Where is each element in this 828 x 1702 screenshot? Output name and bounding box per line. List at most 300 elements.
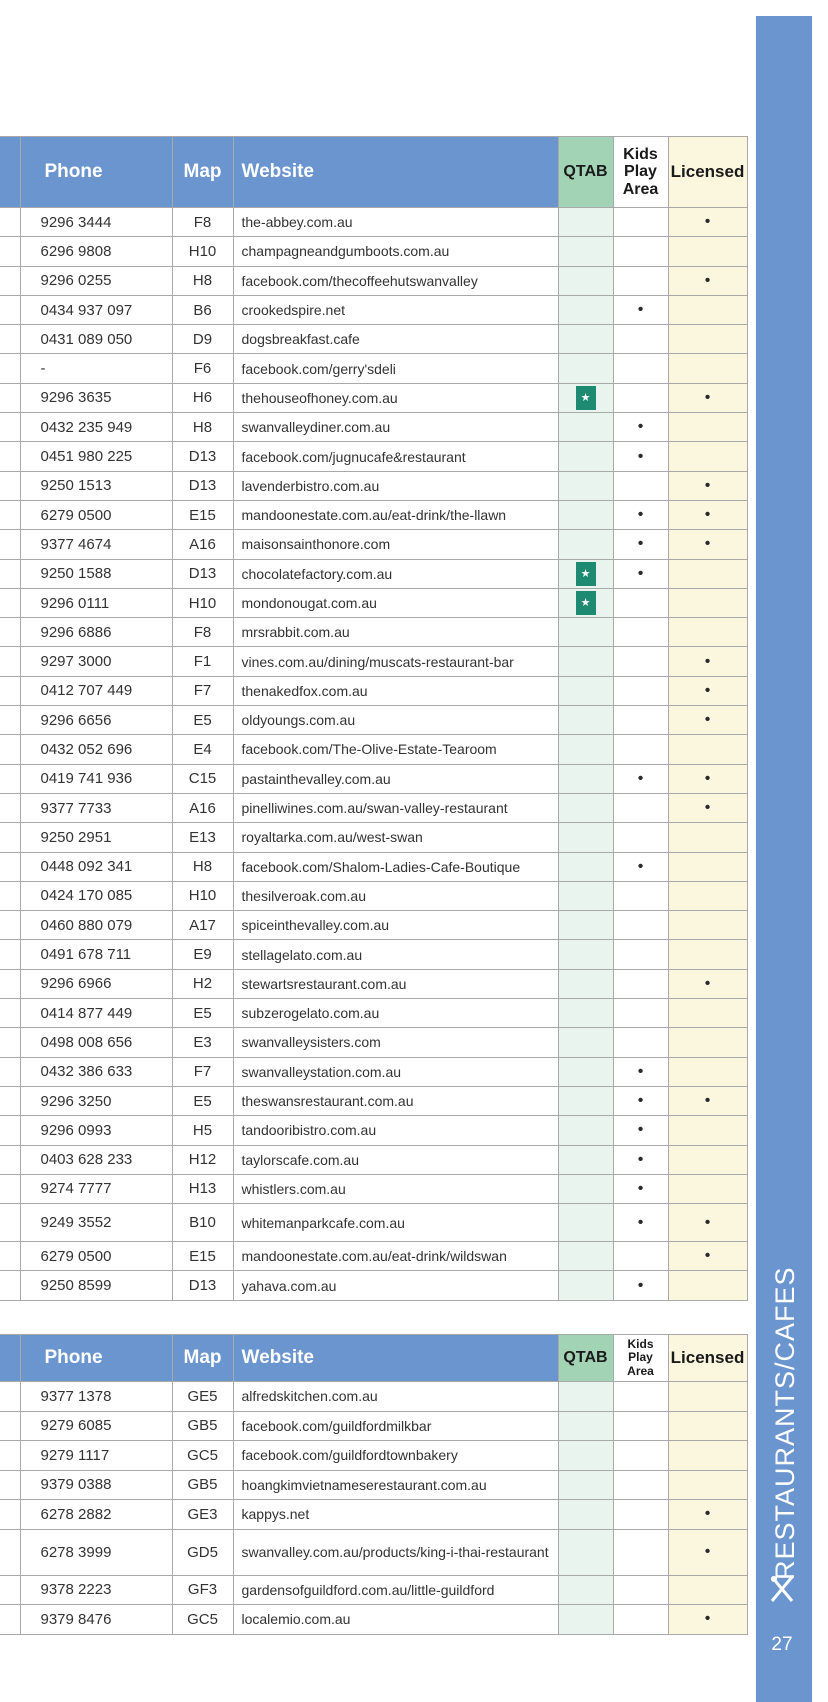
licensed-cell: • (668, 530, 747, 559)
phone-cell: 9296 6886 (20, 618, 172, 647)
phone-cell: 0460 880 079 (20, 911, 172, 940)
licensed-cell (668, 881, 747, 910)
qtab-cell (558, 647, 613, 676)
website-cell[interactable]: facebook.com/guildfordmilkbar (233, 1411, 558, 1441)
phone-cell: 0432 386 633 (20, 1057, 172, 1086)
table-row (0, 1116, 747, 1145)
kids-header-line: Kids Play (627, 1337, 654, 1365)
map-cell: F6 (172, 354, 233, 383)
qtab-cell (558, 1086, 613, 1115)
phone-cell: 9296 3635 (20, 383, 172, 412)
qtab-cell (558, 237, 613, 266)
qtab-cell (558, 1605, 613, 1635)
map-cell: GE5 (172, 1382, 233, 1412)
licensed-cell (668, 1271, 747, 1300)
qtab-cell (558, 1441, 613, 1471)
kids-play-area-cell (613, 237, 668, 266)
licensed-cell (668, 442, 747, 471)
qtab-cell (558, 940, 613, 969)
map-cell: GB5 (172, 1411, 233, 1441)
map-cell: F7 (172, 676, 233, 705)
phone-cell: 0432 052 696 (20, 735, 172, 764)
map-header: Map (172, 1335, 233, 1382)
map-cell: H6 (172, 383, 233, 412)
table-row (0, 1605, 747, 1635)
map-cell: E15 (172, 1242, 233, 1271)
website-cell[interactable]: champagneandgumboots.com.au (233, 237, 558, 266)
phone-cell: 6279 0500 (20, 500, 172, 529)
licensed-cell: • (668, 793, 747, 822)
kids-play-area-cell (613, 793, 668, 822)
licensed-cell (668, 999, 747, 1028)
kids-header-line: Area (622, 180, 659, 198)
table-row (0, 823, 747, 852)
licensed-cell: • (668, 383, 747, 412)
name-cell (0, 735, 20, 764)
qtab-cell (558, 1057, 613, 1086)
name-cell (0, 559, 20, 588)
licensed-cell: • (668, 1204, 747, 1242)
licensed-cell: • (668, 1529, 747, 1575)
licensed-cell (668, 354, 747, 383)
qtab-cell (558, 823, 613, 852)
table-row (0, 647, 747, 676)
name-cell (0, 1057, 20, 1086)
map-cell: H12 (172, 1145, 233, 1174)
licensed-cell (668, 1145, 747, 1174)
kids-play-area-cell (613, 823, 668, 852)
qtab-cell (558, 793, 613, 822)
kids-play-area-cell: • (613, 764, 668, 793)
website-cell[interactable]: chocolatefactory.com.au (233, 559, 558, 588)
licensed-cell: • (668, 1500, 747, 1530)
qtab-award-badge-icon: ★ (576, 591, 596, 615)
phone-cell: 0448 092 341 (20, 852, 172, 881)
website-cell[interactable]: maisonsainthonore.com (233, 530, 558, 559)
phone-cell: 0434 937 097 (20, 295, 172, 324)
map-cell: H2 (172, 969, 233, 998)
qtab-cell (558, 1470, 613, 1500)
licensed-cell (668, 940, 747, 969)
name-cell (0, 442, 20, 471)
website-cell[interactable]: swanvalleydiner.com.au (233, 413, 558, 442)
name-cell (0, 413, 20, 442)
qtab-cell (558, 881, 613, 910)
website-cell[interactable]: facebook.com/thecoffeehutswanvalley (233, 266, 558, 295)
table-header-row (0, 1335, 747, 1382)
table-row (0, 500, 747, 529)
phone-cell: 9296 0993 (20, 1116, 172, 1145)
qtab-header: QTAB (558, 137, 613, 208)
map-cell: F8 (172, 618, 233, 647)
licensed-cell: • (668, 471, 747, 500)
table-row (0, 559, 747, 588)
table-row (0, 911, 747, 940)
phone-cell: 6296 9808 (20, 237, 172, 266)
licensed-cell (668, 1028, 747, 1057)
website-cell[interactable]: facebook.com/The-Olive-Estate-Tearoom (233, 735, 558, 764)
phone-cell: 9296 0255 (20, 266, 172, 295)
name-cell (0, 1382, 20, 1412)
website-cell[interactable]: crookedspire.net (233, 295, 558, 324)
map-cell: E13 (172, 823, 233, 852)
licensed-cell (668, 588, 747, 617)
phone-cell: 9296 0111 (20, 588, 172, 617)
kids-play-area-cell: • (613, 1116, 668, 1145)
name-cell (0, 588, 20, 617)
map-cell: D13 (172, 1271, 233, 1300)
website-cell[interactable]: subzerogelato.com.au (233, 999, 558, 1028)
qtab-cell (558, 208, 613, 237)
table-row (0, 852, 747, 881)
phone-cell: 0419 741 936 (20, 764, 172, 793)
website-cell[interactable]: swanvalley.com.au/products/king-i-thai-restaurant (233, 1529, 558, 1575)
table-row (0, 383, 747, 412)
kids-play-area-cell: • (613, 500, 668, 529)
name-cell (0, 1470, 20, 1500)
licensed-cell (668, 295, 747, 324)
phone-cell: 9377 1378 (20, 1382, 172, 1412)
map-cell: H10 (172, 237, 233, 266)
map-cell: F7 (172, 1057, 233, 1086)
kids-play-area-cell: • (613, 1145, 668, 1174)
kids-header-line: Kids (623, 145, 658, 163)
phone-cell: 0491 678 711 (20, 940, 172, 969)
table-row (0, 295, 747, 324)
licensed-cell: • (668, 969, 747, 998)
name-cell (0, 676, 20, 705)
table-row (0, 266, 747, 295)
licensed-cell: • (668, 676, 747, 705)
phone-cell: 9296 6656 (20, 706, 172, 735)
website-cell[interactable]: royaltarka.com.au/west-swan (233, 823, 558, 852)
qtab-cell (558, 413, 613, 442)
licensed-cell (668, 823, 747, 852)
licensed-cell: • (668, 500, 747, 529)
map-cell: F1 (172, 647, 233, 676)
website-cell[interactable]: thenakedfox.com.au (233, 676, 558, 705)
phone-cell: 9250 1588 (20, 559, 172, 588)
name-cell (0, 1441, 20, 1471)
name-cell (0, 969, 20, 998)
kids-play-area-cell (613, 1470, 668, 1500)
website-cell[interactable]: facebook.com/jugnucafe&restaurant (233, 442, 558, 471)
map-cell: GE3 (172, 1500, 233, 1530)
table-row (0, 999, 747, 1028)
qtab-cell (558, 530, 613, 559)
website-header: Website (233, 137, 558, 208)
phone-cell: 0451 980 225 (20, 442, 172, 471)
phone-cell: 9249 3552 (20, 1204, 172, 1242)
table-row (0, 1086, 747, 1115)
map-header: Map (172, 137, 233, 208)
map-cell: GC5 (172, 1605, 233, 1635)
name-cell (0, 647, 20, 676)
qtab-cell (558, 1028, 613, 1057)
phone-cell: 0432 235 949 (20, 413, 172, 442)
licensed-cell: • (668, 208, 747, 237)
table-row (0, 1529, 747, 1575)
website-cell[interactable]: lavenderbistro.com.au (233, 471, 558, 500)
website-cell[interactable]: mondonougat.com.au (233, 588, 558, 617)
kids-play-area-cell: • (613, 1057, 668, 1086)
kids-header-line: Area (627, 1363, 654, 1378)
section-title: RESTAURANTS/CAFES (770, 1266, 800, 1580)
website-cell[interactable]: vines.com.au/dining/muscats-restaurant-bar (233, 647, 558, 676)
qtab-cell (558, 1271, 613, 1300)
website-cell[interactable]: swanvalleysisters.com (233, 1028, 558, 1057)
qtab-cell (558, 852, 613, 881)
licensed-cell (668, 1116, 747, 1145)
kids-play-area-cell (613, 940, 668, 969)
name-cell (0, 1500, 20, 1530)
table-row (0, 471, 747, 500)
table-row (0, 793, 747, 822)
licensed-cell (668, 1174, 747, 1203)
qtab-cell (558, 1145, 613, 1174)
qtab-cell (558, 676, 613, 705)
table-row (0, 881, 747, 910)
table-row (0, 1174, 747, 1203)
name-cell (0, 354, 20, 383)
kids-play-area-cell (613, 588, 668, 617)
website-cell[interactable]: whistlers.com.au (233, 1174, 558, 1203)
website-cell[interactable]: oldyoungs.com.au (233, 706, 558, 735)
website-cell[interactable]: pastainthevalley.com.au (233, 764, 558, 793)
kids-play-area-cell (613, 969, 668, 998)
table-row (0, 1242, 747, 1271)
kids-play-area-cell: • (613, 1271, 668, 1300)
kids-play-area-cell (613, 1028, 668, 1057)
kids-play-area-cell (613, 1382, 668, 1412)
phone-cell: 9279 6085 (20, 1411, 172, 1441)
licensed-cell (668, 1470, 747, 1500)
website-cell[interactable]: thehouseofhoney.com.au (233, 383, 558, 412)
licensed-cell (668, 1441, 747, 1471)
kids-play-area-cell (613, 1441, 668, 1471)
map-cell: B6 (172, 295, 233, 324)
name-cell (0, 1605, 20, 1635)
licensed-cell: • (668, 1605, 747, 1635)
map-cell: C15 (172, 764, 233, 793)
name-cell (0, 1145, 20, 1174)
phone-cell: 9296 3444 (20, 208, 172, 237)
name-cell (0, 999, 20, 1028)
map-cell: E15 (172, 500, 233, 529)
website-cell[interactable]: facebook.com/Shalom-Ladies-Cafe-Boutique (233, 852, 558, 881)
website-cell[interactable]: spiceinthevalley.com.au (233, 911, 558, 940)
qtab-cell (558, 911, 613, 940)
map-cell: F8 (172, 208, 233, 237)
qtab-cell (558, 1575, 613, 1605)
qtab-cell (558, 471, 613, 500)
map-cell: E3 (172, 1028, 233, 1057)
kids-play-area-cell (613, 647, 668, 676)
name-cell (0, 911, 20, 940)
website-cell[interactable]: localemio.com.au (233, 1605, 558, 1635)
restaurants-table (0, 136, 748, 1301)
kids-play-area-cell (613, 706, 668, 735)
website-cell[interactable]: theswansrestaurant.com.au (233, 1086, 558, 1115)
website-cell[interactable]: pinelliwines.com.au/swan-valley-restaurant (233, 793, 558, 822)
phone-cell: 6278 3999 (20, 1529, 172, 1575)
table-row (0, 1441, 747, 1471)
qtab-cell (558, 764, 613, 793)
kids-play-area-cell (613, 471, 668, 500)
website-cell[interactable]: thesilveroak.com.au (233, 881, 558, 910)
licensed-cell (668, 735, 747, 764)
website-cell[interactable]: alfredskitchen.com.au (233, 1382, 558, 1412)
phone-cell: 0498 008 656 (20, 1028, 172, 1057)
name-cell (0, 208, 20, 237)
name-cell (0, 940, 20, 969)
map-cell: GD5 (172, 1529, 233, 1575)
phone-cell: 9274 7777 (20, 1174, 172, 1203)
table-row (0, 940, 747, 969)
licensed-cell (668, 911, 747, 940)
name-cell (0, 1204, 20, 1242)
name-cell (0, 1271, 20, 1300)
website-cell[interactable]: mandoonestate.com.au/eat-drink/the-llawn (233, 500, 558, 529)
table-row (0, 1028, 747, 1057)
name-cell (0, 793, 20, 822)
kids-play-area-cell (613, 911, 668, 940)
qtab-cell (558, 706, 613, 735)
kids-play-area-cell: • (613, 559, 668, 588)
table-row (0, 442, 747, 471)
kids-play-area-cell (613, 1575, 668, 1605)
map-cell: D9 (172, 325, 233, 354)
licensed-cell (668, 1575, 747, 1605)
kids-play-area-cell (613, 325, 668, 354)
table-row (0, 1271, 747, 1300)
table-row (0, 1500, 747, 1530)
map-cell: D13 (172, 559, 233, 588)
kids-play-area-cell (613, 1605, 668, 1635)
website-cell[interactable]: hoangkimvietnameserestaurant.com.au (233, 1470, 558, 1500)
table-row (0, 618, 747, 647)
qtab-header: QTAB (558, 1335, 613, 1382)
name-cell (0, 325, 20, 354)
name-cell (0, 295, 20, 324)
table-row (0, 1411, 747, 1441)
name-cell (0, 237, 20, 266)
website-cell[interactable]: mrsrabbit.com.au (233, 618, 558, 647)
qtab-cell (558, 735, 613, 764)
website-cell[interactable]: swanvalleystation.com.au (233, 1057, 558, 1086)
map-cell: H8 (172, 852, 233, 881)
qtab-cell (558, 325, 613, 354)
qtab-cell (558, 1500, 613, 1530)
table-row (0, 354, 747, 383)
phone-cell: 9379 8476 (20, 1605, 172, 1635)
phone-cell: 9279 1117 (20, 1441, 172, 1471)
kids-play-area-cell (613, 266, 668, 295)
website-cell[interactable]: gardensofguildford.com.au/little-guildford (233, 1575, 558, 1605)
qtab-cell (558, 999, 613, 1028)
phone-cell: 9377 4674 (20, 530, 172, 559)
licensed-cell: • (668, 706, 747, 735)
name-cell (0, 823, 20, 852)
phone-cell: 9296 6966 (20, 969, 172, 998)
phone-cell: - (20, 354, 172, 383)
map-cell: E9 (172, 940, 233, 969)
map-cell: H8 (172, 413, 233, 442)
map-cell: E5 (172, 999, 233, 1028)
website-cell[interactable]: the-abbey.com.au (233, 208, 558, 237)
qtab-cell (558, 266, 613, 295)
qtab-cell (558, 1116, 613, 1145)
map-cell: E5 (172, 1086, 233, 1115)
kids-play-area-cell: • (613, 1204, 668, 1242)
table-row (0, 413, 747, 442)
website-cell[interactable]: taylorscafe.com.au (233, 1145, 558, 1174)
phone-cell: 9377 7733 (20, 793, 172, 822)
website-cell[interactable]: kappys.net (233, 1500, 558, 1530)
website-cell[interactable]: facebook.com/gerry'sdeli (233, 354, 558, 383)
kids-header-line: Play (624, 163, 657, 181)
website-cell[interactable]: stellagelato.com.au (233, 940, 558, 969)
table-row (0, 1057, 747, 1086)
website-cell[interactable]: yahava.com.au (233, 1271, 558, 1300)
qtab-cell (558, 1529, 613, 1575)
table-row (0, 735, 747, 764)
name-cell (0, 383, 20, 412)
phone-cell: 9297 3000 (20, 647, 172, 676)
table-row (0, 1575, 747, 1605)
page-number: 27 (771, 1634, 793, 1655)
licensed-cell (668, 325, 747, 354)
phone-cell: 0431 089 050 (20, 325, 172, 354)
name-cell (0, 1242, 20, 1271)
qtab-cell (558, 354, 613, 383)
name-cell (0, 266, 20, 295)
website-cell[interactable]: whitemanparkcafe.com.au (233, 1204, 558, 1242)
phone-cell: 0414 877 449 (20, 999, 172, 1028)
licensed-cell (668, 1382, 747, 1412)
phone-cell: 9379 0388 (20, 1470, 172, 1500)
map-cell: H5 (172, 1116, 233, 1145)
phone-cell: 0424 170 085 (20, 881, 172, 910)
licensed-cell (668, 413, 747, 442)
name-cell (0, 1529, 20, 1575)
website-cell[interactable]: dogsbreakfast.cafe (233, 325, 558, 354)
phone-header: Phone (20, 1335, 172, 1382)
name-cell (0, 1086, 20, 1115)
phone-cell: 9296 3250 (20, 1086, 172, 1115)
map-cell: GC5 (172, 1441, 233, 1471)
kids-play-area-cell: • (613, 442, 668, 471)
licensed-cell (668, 1411, 747, 1441)
guildford-table (0, 1334, 748, 1635)
table-row (0, 706, 747, 735)
website-cell[interactable]: stewartsrestaurant.com.au (233, 969, 558, 998)
website-cell[interactable]: facebook.com/guildfordtownbakery (233, 1441, 558, 1471)
kids-play-area-cell (613, 1242, 668, 1271)
table-row (0, 588, 747, 617)
qtab-cell (558, 559, 613, 588)
map-cell: GF3 (172, 1575, 233, 1605)
qtab-cell (558, 383, 613, 412)
table-row (0, 969, 747, 998)
name-cell (0, 1411, 20, 1441)
map-cell: E5 (172, 706, 233, 735)
table-header-row (0, 137, 747, 208)
kids-play-area-cell: • (613, 1174, 668, 1203)
website-cell[interactable]: mandoonestate.com.au/eat-drink/wildswan (233, 1242, 558, 1271)
licensed-cell (668, 1057, 747, 1086)
website-cell[interactable]: tandooribistro.com.au (233, 1116, 558, 1145)
